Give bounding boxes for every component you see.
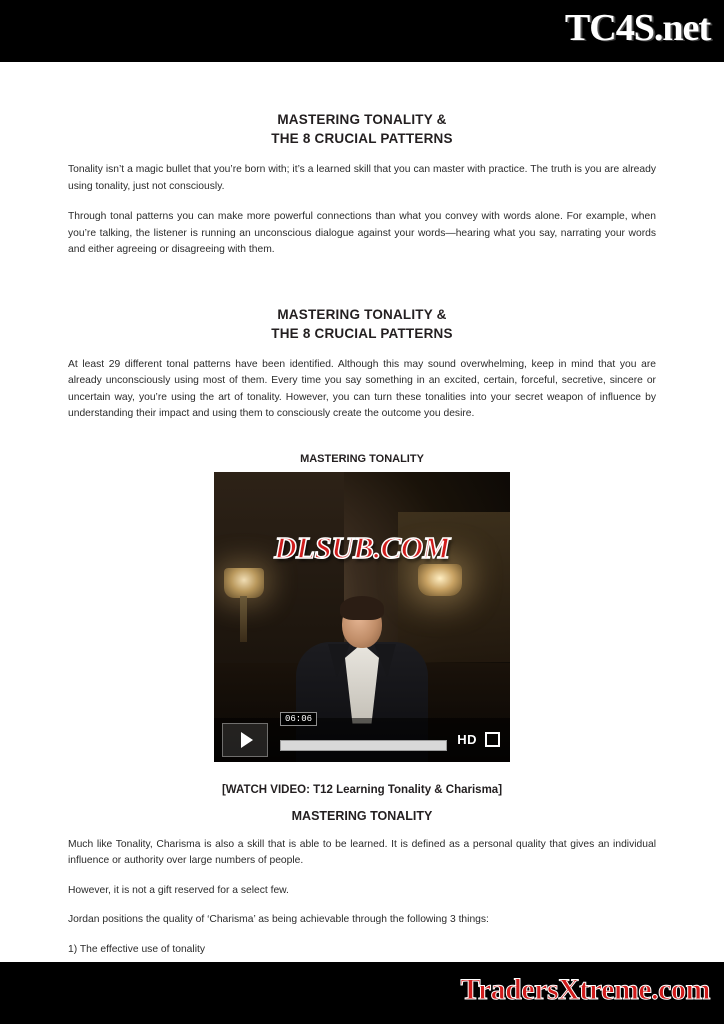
document-page	[0, 62, 724, 958]
video-figure	[214, 453, 510, 762]
section-2-title-line-1: MASTERING TONALITY &	[277, 306, 447, 322]
fullscreen-icon[interactable]	[485, 732, 500, 747]
play-icon	[241, 732, 253, 748]
document-content	[0, 110, 724, 958]
play-button[interactable]	[222, 723, 268, 757]
footer-banner	[0, 962, 724, 1024]
section-3-paragraph-2: However, it is not a gift reserved for a select few.	[68, 884, 289, 896]
video-figure-wrapper	[68, 453, 656, 762]
video-player[interactable]	[214, 472, 510, 762]
person-hair	[340, 596, 384, 620]
site-logo-footer: TradersXtreme.com	[460, 973, 710, 1006]
section-1-paragraph-2: Through tonal patterns you can make more powerful connections than what you convey with words alone. For example, when you’re talking, the listener is running an unconscious dialogue against your words—hearing what you say, narrating your words and either agreeing or disagreeing with them.	[68, 211, 656, 255]
section-3-paragraph-1: Much like Tonality, Charisma is also a skill that is able to be learned. It is defined as a personal quality that gives an individual influence or authority over large numbers of people.	[68, 838, 656, 866]
section-3-title: MASTERING TONALITY	[291, 808, 433, 823]
video-controls-bar	[214, 713, 510, 762]
video-timestamp: 06:06	[280, 712, 317, 726]
section-3-paragraph-3: Jordan positions the quality of ‘Charisma’ as being achievable through the following 3 things:	[68, 914, 489, 925]
section-2-heading	[68, 305, 656, 343]
scene-lamp-left	[224, 568, 264, 598]
scene-lamp-stand	[240, 596, 247, 642]
section-1-title-line-2: THE 8 CRUCIAL PATTERNS	[271, 131, 453, 146]
scrubber-track[interactable]	[280, 740, 447, 751]
site-logo-header: TC4S.net	[564, 7, 710, 49]
section-1-title-line-1: MASTERING TONALITY &	[277, 112, 447, 127]
hd-badge[interactable]: HD	[457, 732, 477, 747]
section-3-list-item-1: 1) The effective use of tonality	[68, 943, 205, 955]
section-1-paragraph-1: Tonality isn’t a magic bullet that you’re born with; it’s a learned skill that you can master with practice. The truth is you are already using tonality, just not consciously.	[68, 164, 656, 192]
section-2-title-line-2: THE 8 CRUCIAL PATTERNS	[271, 325, 453, 341]
scene-lamp-right	[418, 564, 462, 596]
section-2-paragraph-1: At least 29 different tonal patterns have been identified. Although this may sound overwhelming, keep in mind that you are already unconsciously using most of them. Every time you say something in an excited, certain, forceful, secretive, sincere or uncertain way, you’re using the art of tonality. However, you can turn these tonalities into your secret weapon of influence by understanding their impact and using them to consciously create the outcome you desire.	[68, 358, 656, 419]
video-watermark: DLSUB.COM	[274, 529, 450, 565]
section-1-heading	[68, 110, 656, 148]
header-banner	[0, 0, 724, 62]
video-scrubber[interactable]	[276, 713, 455, 756]
video-caption: MASTERING TONALITY	[300, 452, 424, 465]
watch-video-link[interactable]: [WATCH VIDEO: T12 Learning Tonality & Charisma]	[221, 783, 503, 796]
